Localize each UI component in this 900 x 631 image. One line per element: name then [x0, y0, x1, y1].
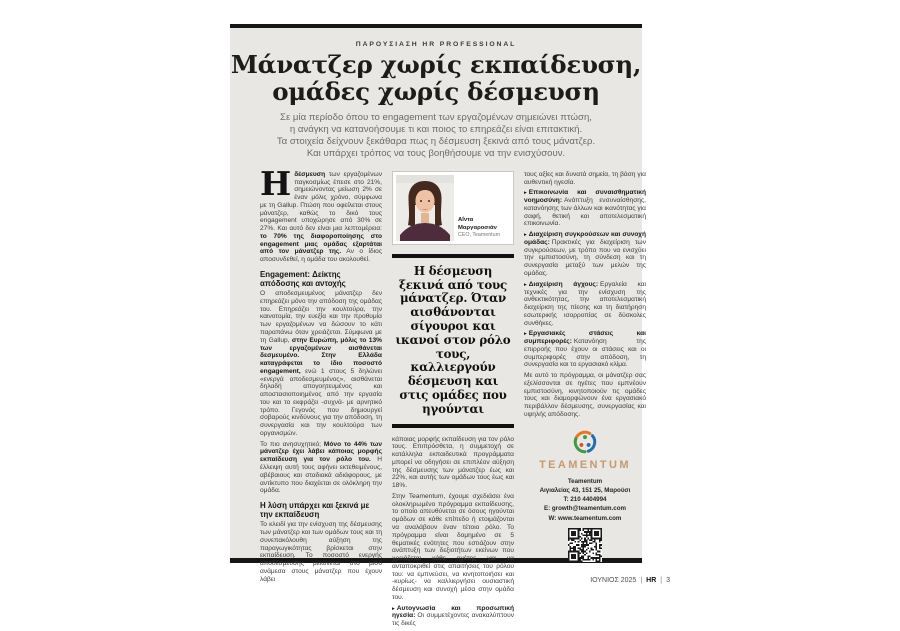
bullet-text: Εργαλεία και τεχνικές για την ενίσχυση της ανθεκτικότητας, την αποτελεσματική διαχείριση της πίεσης και τη διατήρηση εσωτερικής ισορροπίας σε δύσκολες συνθήκες.	[524, 280, 646, 327]
bullet-arrow-icon: ▸	[524, 232, 527, 239]
kicker: ΠΑΡΟΥΣΙΑΣΗ HR PROFESSIONAL	[355, 41, 517, 48]
paragraph: Το πιο ανησυχητικό; Μόνο το 44% των μάνατζερ έχει λάβει κάποιας μορφής εκπαίδευση για τον ρόλο του. Η έλλειψη αυτή τους αφήνει εκτεθειμένους, αβέβαιους και σταδιακά αδιάφορους, με αντίκτυπο που διαχέεται σε ολόκληρη την ομάδα.	[260, 440, 383, 495]
column-1	[260, 163, 383, 631]
portrait-photo	[396, 175, 454, 241]
deck-line: Σε μία περίοδο όπου το engagement των εργαζομένων σημειώνει πτώση,	[280, 111, 592, 123]
bullet-text: Ανάπτυξη ενσυναίσθησης, κατανόησης των άλλων και ικανότητας για σαφή, θετική και αποτελεσματική επικοινωνία.	[524, 197, 646, 228]
bullet-item-stress	[524, 281, 646, 328]
caption-name: Αΐντα Μαργαροσιάν	[458, 217, 497, 231]
paragraph: Με αυτό το πρόγραμμα, οι μάνατζερ σας εξελίσσονται σε ηγέτες που εμπνέουν εμπιστοσύνη, κινητοποιούν τις ομάδες τους και διαμορφώνουν ένα εργασιακό περιβάλλον δέσμευσης, συνεργασίας και υψηλής απόδοσης.	[524, 372, 646, 419]
contact-web: W: www.teamentum.com	[548, 514, 622, 522]
bullet-item-self-awareness	[392, 605, 514, 628]
drop-cap: Η	[260, 163, 292, 203]
qr-code	[568, 528, 602, 562]
contact-info	[524, 477, 646, 523]
columns	[260, 163, 646, 631]
bullet-item-communication	[524, 189, 646, 228]
paragraph-text: δέσμευση των εργαζομένων παγκοσμίως έπεσε στο 21%, σημειώνοντας μείωση 2% σε έναν μόλις χρόνο, σύμφωνα με τη Gallup. Πτώση που οφείλεται στους μάνατζερ, καθώς το δικό τους engagement υποχώρησε από 30% σε 27%. Και αυτό δεν είναι μια λεπτομέρεια: το 70% της διαφοροποίησης στο engagement μιας ομάδας εξαρτάται από τον μάνατζερ της. Αν ο ίδιος αποσυνδεθεί, η ομάδα του ακολουθεί.	[260, 170, 382, 264]
bullet-text: Πρακτικές για διαχείριση των συγκρούσεων, με τρόπο που να ενισχύει την εμπιστοσύνη, τη σύνδεση και τη συνεργασία μεταξύ των μελών της ομάδας.	[524, 238, 646, 277]
bullet-lead: Εργασιακές στάσεις και συμπεριφορές:	[524, 330, 646, 346]
footer-page-number: 3	[666, 577, 670, 584]
footer-brand: HR	[646, 577, 657, 584]
footer-separator: |	[640, 577, 643, 584]
paragraph: Ο αποδεσμευμένος μάνατζερ δεν επηρεάζει μόνο την απόδοση της ομάδας του. Επηρεάζει την κουλτούρα, την καινοτομία, την ευεξία και την προθυμία των εργαζομένων να δώσουν το κάτι παραπάνω όταν χρειάζεται. Σύμφωνα με τη Gallup, στην Ευρώπη, μόλις το 13% των εργαζομένων αισθάνεται δεσμευμένο. Στην Ελλάδα καταγράφεται το ίδιο ποσοστό engagement, ενώ 1 στους 5 δηλώνει «ενεργά αποδεσμευμένος», αισθάνεται δηλαδή απογοητευμένος και αποστασιοποιημένος από την εργασία του και το εκφράζει -συχνά- με αρνητικό τρόπο. Γεγονός που δημιουργεί σοβαρούς κινδύνους για την απόδοση, τη συνεργασία και την κουλτούρα των οργανισμών.	[260, 290, 383, 437]
paragraph: Στην Teamentum, έχουμε σχεδιάσει ένα ολοκληρωμένο πρόγραμμα εκπαίδευσης, το οποίο απευθύνεται σε όσους ηγούνται ομάδων σε κάθε επίπεδο ή ετοιμάζονται να αναλάβουν έναν τέτοιο ρόλο. Το πρόγραμμα είναι δομημένο σε 5 θεματικές ενότητες που εστιάζουν στην ανάπτυξη των δεξιοτήτων εκείνων που χρειάζεται κάθε ηγέτης για να ανταποκριθεί στις απαιτήσεις του ρόλου του: να εμπνεύσει, να κινητοποιήσει και -κυρίως- να καλλιεργήσει ουσιαστική δέσμευση και συνοχή μέσα στην ομάδα του.	[392, 492, 514, 601]
portrait-box	[392, 171, 514, 245]
pull-quote-block	[392, 254, 514, 428]
page-title	[230, 52, 642, 106]
caption-role: CEO, Teamentum	[458, 232, 500, 239]
bullet-lead: Αυτογνωσία και προσωπική ηγεσία:	[392, 604, 514, 620]
contact-phone: T: 210 4404994	[563, 496, 607, 504]
page-footer	[590, 577, 670, 584]
footer-issue: ΙΟΥΝΙΟΣ 2025	[590, 577, 637, 584]
teamentum-wordmark: TEAMENTUM	[539, 458, 631, 471]
paragraph: κάποιας μορφής εκπαίδευση για τον ρόλο τους. Επιπρόσθετα, η συμμετοχή σε κατάλληλα εκπαιδευτικά προγράμματα μπορεί να οδηγήσει σε επιπλέον αύξηση της δέσμευσης των μάνατζερ έως και 22%, και αυτής των ομάδων τους έως και 18%.	[392, 435, 514, 490]
contact-company: Teamentum	[567, 477, 603, 485]
title-line-1: Μάνατζερ χωρίς εκπαίδευση,	[230, 50, 642, 79]
paragraph	[260, 163, 382, 264]
bullet-text: Οι συμμετέχοντες ανακαλύπτουν τις δικές	[392, 612, 514, 628]
pull-quote: Η δέσμευση ξεκινά από τους μάνατζερ. Όταν αισθάνονται σίγουροι και ικανοί στον ρόλο τους, καλλιεργούν δέσμευση και στις ομάδες που ηγούνται	[395, 263, 511, 416]
teamentum-logo-icon	[572, 429, 598, 455]
teamentum-block	[524, 429, 646, 565]
bullet-item-attitudes	[524, 330, 646, 369]
subhead-engagement: Engagement: Δείκτης απόδοσης και αντοχής	[260, 270, 346, 289]
bullet-text: Κατανόηση της επιρροής που έχουν οι στάσεις και οι συμπεριφορές στην απόδοση, τη συνεργασία και το εργασιακό κλίμα.	[524, 338, 646, 369]
photo-caption	[454, 217, 510, 240]
column-3	[524, 171, 646, 631]
contact-address: Αιγιαλείας 43, 151 25, Μαρούσι	[539, 486, 631, 494]
bullet-item-conflict	[524, 231, 646, 278]
bullet-lead: Διαχείριση άγχους:	[528, 280, 599, 288]
contact-email: E: growth@teamentum.com	[543, 505, 626, 513]
paragraph: τους αξίες και δυνατά σημεία, τη βάση για αυθεντική ηγεσία.	[524, 170, 646, 186]
paragraph: Το κλειδί για την ενίσχυση της δέσμευσης των μάνατζερ και των ομάδων τους και τη συνεπακόλουθη αύξηση της παραγωγικότητας βρίσκεται στην εκπαίδευση. Το ποσοστό ενεργής αποδέσμευσης μειώνεται στο μισό ανάμεσα στους μάνατζερ που έχουν λάβει	[260, 521, 382, 583]
column-2	[392, 171, 514, 631]
bullet-arrow-icon: ▸	[524, 331, 527, 338]
subhead-solution: Η λύση υπάρχει και ξεκινά με την εκπαίδευση	[260, 501, 370, 520]
bullet-arrow-icon: ▸	[392, 605, 395, 612]
bullet-lead: Επικοινωνία και συναισθηματική νοημοσύνη:	[524, 189, 646, 205]
deck	[230, 112, 642, 160]
title-line-2: ομάδες χωρίς δέσμευση	[272, 76, 600, 106]
bullet-lead: Διαχείριση συγκρούσεων και συνοχή ομάδας:	[524, 231, 646, 246]
bullet-arrow-icon: ▸	[524, 281, 527, 288]
qr-wrap	[524, 528, 646, 565]
deck-line: Τα στοιχεία δείχνουν ξεκάθαρα πως η δέσμευση ξεκινά από τους μάνατζερ.	[276, 135, 596, 147]
bullet-arrow-icon: ▸	[524, 190, 527, 197]
footer-separator: |	[660, 577, 663, 584]
deck-line: Και υπάρχει τρόπος να τους βοηθήσουμε να την ενισχύσουν.	[306, 147, 566, 159]
deck-line: η ανάγκη να κατανοήσουμε τι και ποιος το επηρεάζει είναι επιτακτική.	[289, 123, 583, 135]
article-header	[230, 28, 642, 160]
